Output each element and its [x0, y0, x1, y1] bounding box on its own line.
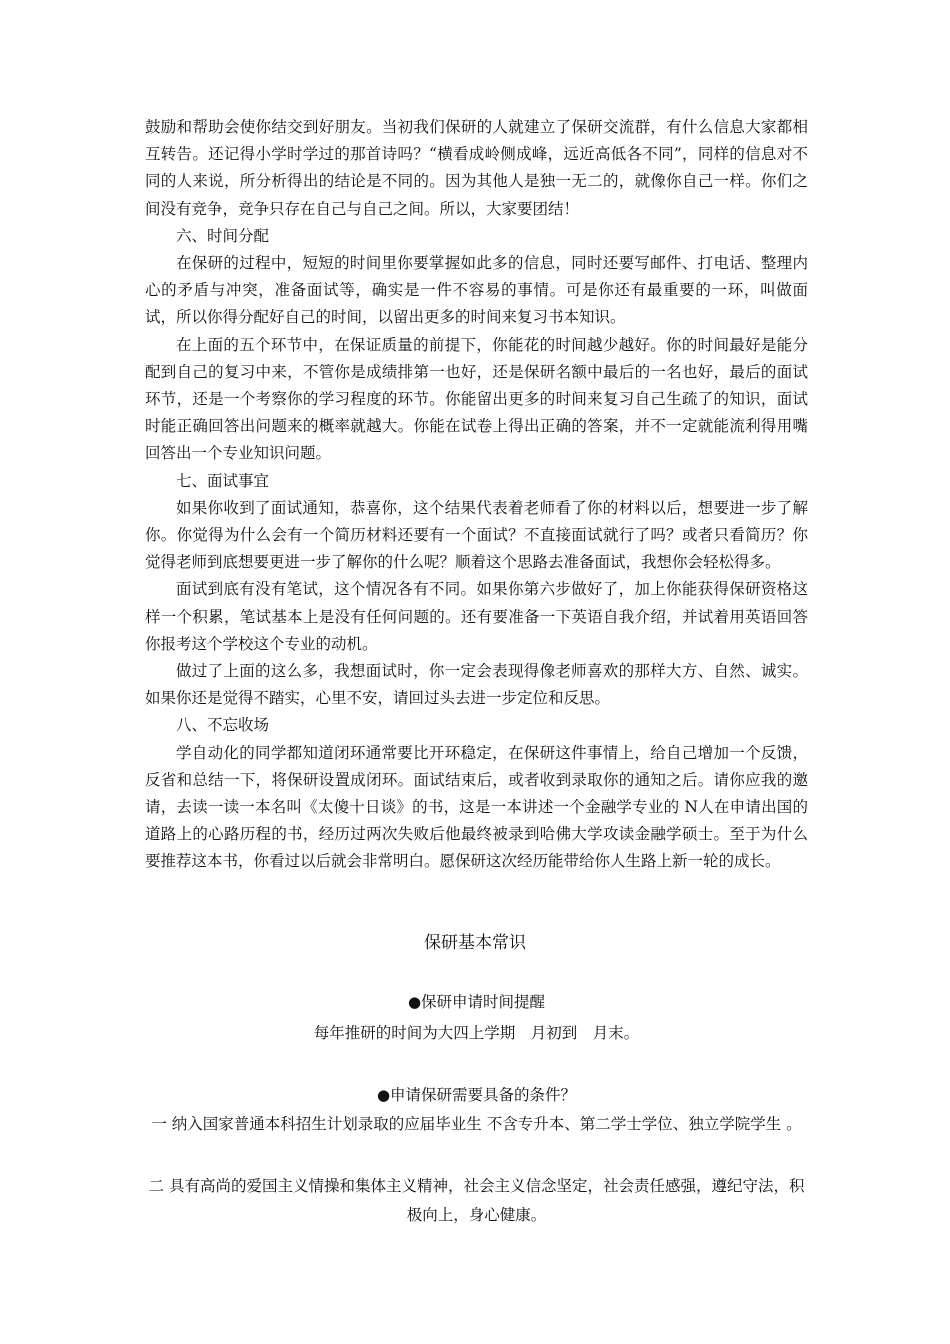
subheading-label: 申请保研需要具备的条件？ — [390, 1086, 577, 1104]
paragraph-wrap-up: 学自动化的同学都知道闭环通常要比开环稳定，在保研这件事情上，给自己增加一个反馈，反省和总结一下，将保研设置成闭环。面试结束后，或者收到录取你的通知之后。请你应我的邀请，去读一读一本名叫《太傻十日谈》的书，这是一本讲述一个金融学专业的 N人在申请出国的道路上的心路历程的书，经历过两次失败后他最终被录到哈佛大学攻读金融学硕士。至于为什么要推荐这本书，你看过以后就会非常明白。愿保研这次经历能带给你人生路上新一轮的成长。 — [145, 743, 808, 871]
subheading-application-time — [145, 989, 808, 1015]
paragraph-interview-1: 如果你收到了面试通知，恭喜你，这个结果代表着老师看了你的材料以后，想要进一步了解你。你觉得为什么会有一个简历材料还要有一个面试？不直接面试就行了吗？或者只看简历？你觉得老师到底想要更进一步了解你的什么呢？顺着这个思路去准备面试，我想你会轻松得多。 — [145, 498, 808, 572]
bullet-icon: ● — [376, 1086, 391, 1104]
subheading-label: 保研申请时间提醒 — [421, 993, 546, 1011]
section-title: 保研基本常识 — [424, 933, 526, 953]
paragraph-continuation: 鼓励和帮助会使你结交到好朋友。当初我们保研的人就建立了保研交流群，有什么信息大家都相互转告。还记得小学时学过的那首诗吗？“横看成岭侧成峰，远近高低各不同”，同样的信息对不同的人来说，所分析得出的结论是不同的。因为其他人是独一无二的，就像你自己一样。你们之间没有竞争，竞争只存在自己与自己之间。所以，大家要团结！ — [145, 118, 808, 218]
heading-interview: 七、面试事宜 — [176, 471, 270, 490]
subheading-requirements — [145, 1082, 808, 1108]
heading-time-allocation: 六、时间分配 — [176, 226, 270, 245]
paragraph-time-2: 在上面的五个环节中，在保证质量的前提下，你能花的时间越少越好。你的时间最好是能分配到自己的复习中来，不管你是成绩排第一也好，还是保研名额中最后的一名也好，最后的面试环节，还是一个考察你的学习程度的环节。你能留出更多的时间来复习自己生疏了的知识，面试时能正确回答出问题来的概率就越大。你能在试卷上得出正确的答案，并不一定就能流利得用嘴回答出一个专业知识问题。 — [145, 335, 808, 463]
bullet-icon: ● — [407, 993, 422, 1011]
article-body — [145, 114, 808, 876]
paragraph-time-1: 在保研的过程中，短短的时间里你要掌握如此多的信息，同时还要写邮件、打电话、整理内心的矛盾与冲突，准备面试等，确实是一件不容易的事情。可是你还有最重要的一环，叫做面试，所以你得分配好自己的时间，以留出更多的时间来复习书本知识。 — [145, 254, 808, 327]
application-time-text: 每年推研的时间为大四上学期 月初到 月末。 — [313, 1024, 640, 1042]
paragraph-interview-3: 做过了上面的这么多，我想面试时，你一定会表现得像老师喜欢的那样大方、自然、诚实。如果你还是觉得不踏实，心里不安，请回过头去进一步定位和反思。 — [145, 662, 808, 708]
heading-wrap-up: 八、不忘收场 — [176, 716, 270, 735]
requirement-item-2: 二 具有高尚的爱国主义情操和集体主义精神，社会主义信念坚定，社会责任感强，遵纪守法，积极向上，身心健康。 — [148, 1177, 805, 1224]
requirement-item-1: 一 纳入国家普通本科招生计划录取的应届毕业生 不含专升本、第二学士学位、独立学院学生 。 — [151, 1115, 802, 1133]
paragraph-interview-2: 面试到底有没有笔试，这个情况各有不同。如果你第六步做好了，加上你能获得保研资格这样一个积累，笔试基本上是没有任何问题的。还有要准备一下英语自我介绍，并试着用英语回答你报考这个学校这个专业的动机。 — [145, 580, 808, 653]
